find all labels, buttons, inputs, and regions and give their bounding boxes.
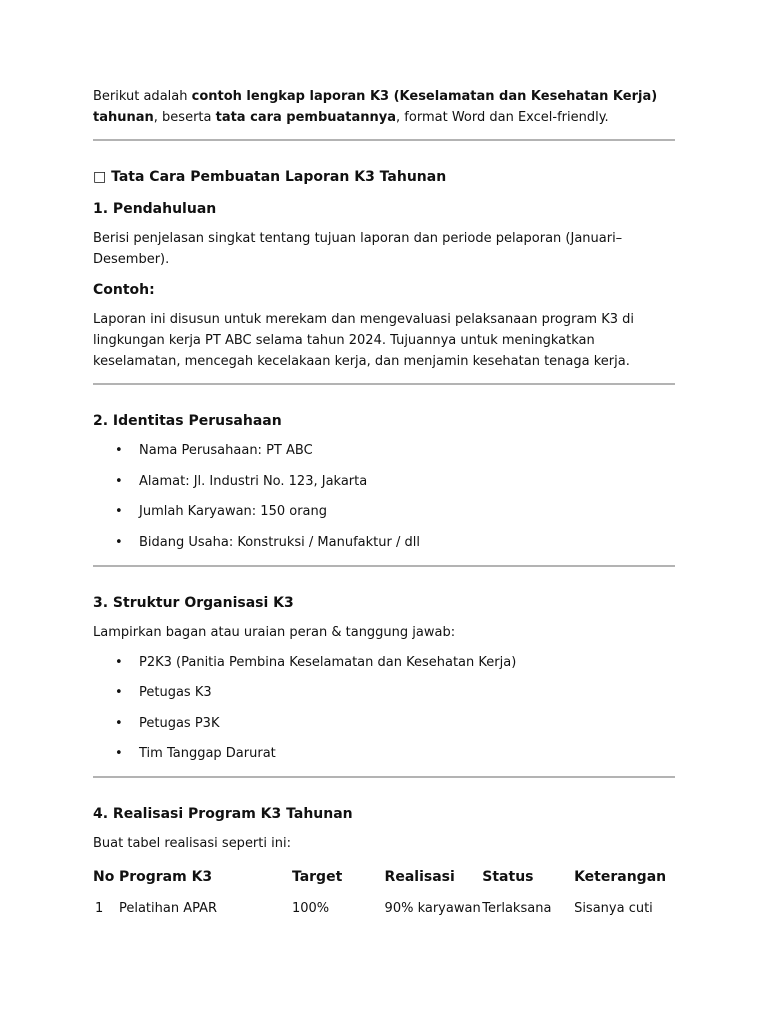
bullet: •: [115, 473, 123, 489]
intro-text-3: , format Word dan Excel-friendly.: [396, 110, 609, 125]
list-item: [93, 682, 675, 703]
section3-list: [93, 652, 675, 765]
section1-title: 1. Pendahuluan: [93, 201, 217, 217]
section2-title: 2. Identitas Perusahaan: [93, 413, 282, 429]
divider: [93, 383, 675, 385]
column-header-program: Program K3: [118, 869, 213, 885]
section1-example-label: Contoh:: [93, 282, 155, 298]
column-header-status: Status: [482, 869, 534, 885]
divider: [93, 565, 675, 567]
table-cell: 100%: [291, 901, 330, 916]
bullet: •: [115, 443, 123, 458]
document-content: [93, 86, 675, 916]
bullet: •: [115, 685, 123, 700]
section4-intro: Buat tabel realisasi seperti ini:: [93, 836, 291, 851]
bullet: •: [115, 746, 123, 761]
list-item: [93, 501, 675, 522]
section4-title: 4. Realisasi Program K3 Tahunan: [93, 806, 353, 822]
bullet: •: [115, 504, 123, 519]
bullet: •: [115, 715, 123, 731]
list-item-text: P2K3 (Panitia Pembina Keselamatan dan Kesehatan Kerja): [139, 654, 517, 670]
list-item: [93, 440, 675, 461]
table-cell: Terlaksana: [482, 901, 552, 916]
list-item: [93, 713, 675, 734]
list-item: [93, 471, 675, 492]
guide-title: □ Tata Cara Pembuatan Laporan K3 Tahunan: [93, 169, 447, 185]
list-item-text: Alamat: Jl. Industri No. 123, Jakarta: [139, 473, 368, 489]
column-header-realisasi: Realisasi: [384, 869, 455, 885]
divider: [93, 776, 675, 778]
intro-bold-1: contoh lengkap laporan K3 (Keselamatan dan Kesehatan Kerja) tahunan: [93, 89, 658, 125]
list-item-text: Tim Tanggap Darurat: [139, 746, 276, 761]
section3-title: 3. Struktur Organisasi K3: [93, 594, 294, 611]
column-header-target: Target: [291, 869, 343, 885]
intro-bold-2: tata cara pembuatannya: [215, 110, 397, 125]
intro-text-2: , beserta: [153, 110, 216, 125]
table-cell: Sisanya cuti: [574, 901, 653, 916]
list-item: [93, 652, 675, 673]
table-row: [93, 897, 675, 916]
list-item-text: Bidang Usaha: Konstruksi / Manufaktur / dll: [139, 534, 420, 550]
divider: [93, 139, 675, 141]
table-header-row: [93, 863, 675, 897]
bullet: •: [115, 534, 123, 550]
column-header-no: No: [93, 869, 115, 885]
intro-paragraph: [93, 86, 675, 128]
section3-intro: Lampirkan bagan atau uraian peran & tanggung jawab:: [93, 624, 456, 640]
bullet: •: [115, 654, 123, 670]
section1-description: Berisi penjelasan singkat tentang tujuan laporan dan periode pelaporan (Januari–Desember).: [93, 231, 623, 267]
column-header-keterangan: Keterangan: [574, 869, 667, 885]
table-cell: 90% karyawan: [384, 901, 481, 916]
list-item-text: Petugas K3: [139, 685, 212, 700]
list-item-text: Petugas P3K: [139, 715, 220, 731]
section2-list: [93, 440, 675, 553]
list-item: [93, 743, 675, 764]
list-item: [93, 532, 675, 553]
list-item-text: Jumlah Karyawan: 150 orang: [139, 504, 328, 519]
table-cell: 1: [95, 901, 104, 916]
intro-text-1: Berikut adalah: [93, 89, 192, 104]
section1-example-text: Laporan ini disusun untuk merekam dan mengevaluasi pelaksanaan program K3 di lingkungan kerja PT ABC selama tahun 2024. Tujuannya untuk meningkatkan keselamatan, mencegah kecelakaan kerja, dan menjamin kesehatan tenaga kerja.: [93, 312, 634, 369]
list-item-text: Nama Perusahaan: PT ABC: [139, 443, 313, 458]
realisasi-table: [93, 863, 675, 916]
table-cell: Pelatihan APAR: [118, 901, 218, 916]
